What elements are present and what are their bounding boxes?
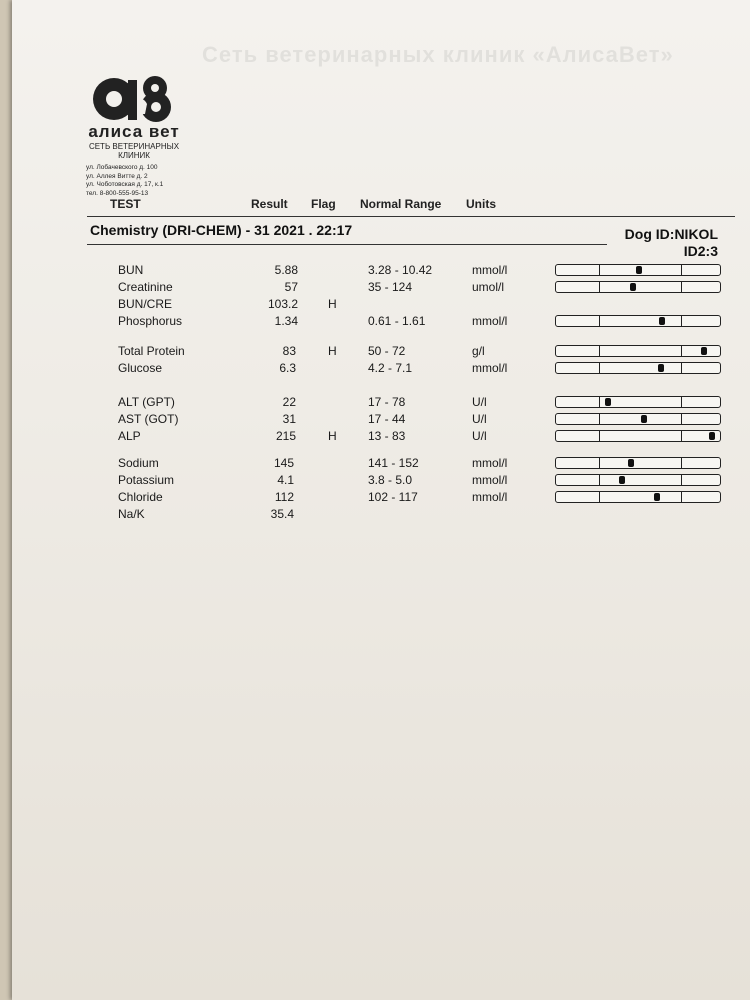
result-marker (659, 317, 665, 325)
range-indicator-bar (555, 430, 721, 442)
result-marker (636, 266, 642, 274)
test-result: 6.3 (279, 361, 296, 375)
test-units: mmol/l (472, 473, 508, 487)
test-units: umol/l (472, 280, 505, 294)
test-result: 215 (275, 429, 296, 443)
range-indicator-bar (555, 264, 721, 276)
result-marker (701, 347, 707, 355)
test-flag: H (328, 429, 337, 443)
test-normal-range: 3.8 - 5.0 (368, 473, 413, 487)
range-limit-tick (599, 475, 600, 485)
test-normal-range: 17 - 44 (368, 412, 406, 426)
range-limit-tick (681, 475, 682, 485)
range-limit-tick (681, 363, 682, 373)
range-limit-tick (681, 397, 682, 407)
test-name: Na/K (118, 507, 145, 521)
column-header-units: Units (466, 197, 496, 211)
phone-line: тел. 8-800-555-95-13 (86, 189, 149, 197)
test-name: Sodium (118, 456, 159, 470)
test-units: U/l (472, 395, 487, 409)
test-units: U/l (472, 412, 487, 426)
test-result: 83 (282, 344, 296, 358)
test-normal-range: 17 - 78 (368, 395, 406, 409)
test-units: mmol/l (472, 361, 508, 375)
range-indicator-bar (555, 345, 721, 357)
test-units: mmol/l (472, 490, 508, 504)
test-result: 22 (282, 395, 296, 409)
range-limit-tick (599, 458, 600, 468)
range-limit-tick (681, 316, 682, 326)
test-units: mmol/l (472, 456, 508, 470)
result-marker (658, 364, 664, 372)
title-divider (87, 244, 607, 245)
address-line: ул. Чоботовская д. 17, к.1 (86, 181, 164, 188)
test-name: BUN/CRE (118, 297, 173, 311)
test-name: Glucose (118, 361, 163, 375)
range-indicator-bar (555, 413, 721, 425)
clinic-logo (74, 72, 224, 198)
range-limit-tick (681, 414, 682, 424)
test-normal-range: 3.28 - 10.42 (368, 263, 433, 277)
address-line: ул. Лобачевского д. 100 (86, 164, 158, 171)
test-name: Chloride (118, 490, 163, 504)
test-units: mmol/l (472, 263, 508, 277)
report-sheet (12, 0, 750, 1000)
test-units: mmol/l (472, 314, 508, 328)
address-line: ул. Аллея Витте д. 2 (86, 172, 148, 180)
test-name: Creatinine (118, 280, 173, 294)
result-marker (628, 459, 634, 467)
test-normal-range: 35 - 124 (368, 280, 413, 294)
range-limit-tick (599, 346, 600, 356)
test-flag: H (328, 344, 337, 358)
result-marker (605, 398, 611, 406)
test-units: g/l (472, 344, 485, 358)
range-limit-tick (681, 346, 682, 356)
test-name: ALT (GPT) (118, 395, 175, 409)
range-indicator-bar (555, 474, 721, 486)
range-indicator-bar (555, 315, 721, 327)
range-limit-tick (681, 431, 682, 441)
range-indicator-bar (555, 281, 721, 293)
test-normal-range: 13 - 83 (368, 429, 406, 443)
range-limit-tick (599, 492, 600, 502)
range-limit-tick (599, 397, 600, 407)
range-indicator-bar (555, 396, 721, 408)
range-limit-tick (599, 282, 600, 292)
test-result: 4.1 (277, 473, 294, 487)
test-normal-range: 50 - 72 (368, 344, 406, 358)
column-header-test: TEST (110, 197, 141, 211)
range-indicator-bar (555, 457, 721, 469)
test-result: 112 (274, 490, 294, 504)
result-marker (630, 283, 636, 291)
range-limit-tick (681, 492, 682, 502)
test-name: BUN (118, 263, 144, 277)
range-limit-tick (599, 414, 600, 424)
test-flag: H (328, 297, 337, 311)
clinic-logo-mark (88, 72, 184, 124)
test-result: 145 (273, 456, 294, 470)
column-header-range: Normal Range (360, 197, 442, 211)
test-result: 31 (282, 412, 296, 426)
test-result: 1.34 (274, 314, 298, 328)
test-name: ALP (118, 429, 141, 443)
test-units: U/l (472, 429, 487, 443)
test-result: 35.4 (270, 507, 294, 521)
test-result: 57 (284, 280, 298, 294)
test-name: Total Protein (118, 344, 185, 358)
test-normal-range: 4.2 - 7.1 (368, 361, 413, 375)
clinic-name: алиса вет (88, 122, 180, 141)
range-limit-tick (681, 265, 682, 275)
column-header-flag: Flag (311, 197, 336, 211)
result-marker (654, 493, 660, 501)
test-name: Potassium (118, 473, 175, 487)
range-limit-tick (599, 265, 600, 275)
column-header-result: Result (251, 197, 288, 211)
patient-id2: ID2:3 (683, 243, 718, 259)
range-indicator-bar (555, 362, 721, 374)
result-marker (619, 476, 625, 484)
test-name: Phosphorus (118, 314, 183, 328)
range-limit-tick (599, 363, 600, 373)
header-divider (87, 216, 735, 217)
result-marker (641, 415, 647, 423)
report-title: Chemistry (DRI-CHEM) - 31 2021 . 22:17 (90, 222, 353, 238)
test-normal-range: 0.61 - 1.61 (368, 314, 426, 328)
patient-species-id: Dog ID:NIKOL (624, 226, 718, 242)
test-normal-range: 141 - 152 (368, 456, 419, 470)
clinic-addresses (86, 164, 224, 198)
range-limit-tick (681, 458, 682, 468)
test-normal-range: 102 - 117 (368, 490, 418, 504)
range-indicator-bar (555, 491, 721, 503)
test-result: 103.2 (267, 297, 298, 311)
bleed-through-header: Сеть ветеринарных клиник «АлисаВет» (202, 42, 674, 67)
test-result: 5.88 (274, 263, 298, 277)
range-limit-tick (681, 282, 682, 292)
range-limit-tick (599, 316, 600, 326)
clinic-subtitle-2: КЛИНИК (118, 151, 150, 160)
result-marker (709, 432, 715, 440)
test-name: AST (GOT) (118, 412, 179, 426)
range-limit-tick (599, 431, 600, 441)
clinic-subtitle-1: СЕТЬ ВЕТЕРИНАРНЫХ (88, 142, 180, 151)
